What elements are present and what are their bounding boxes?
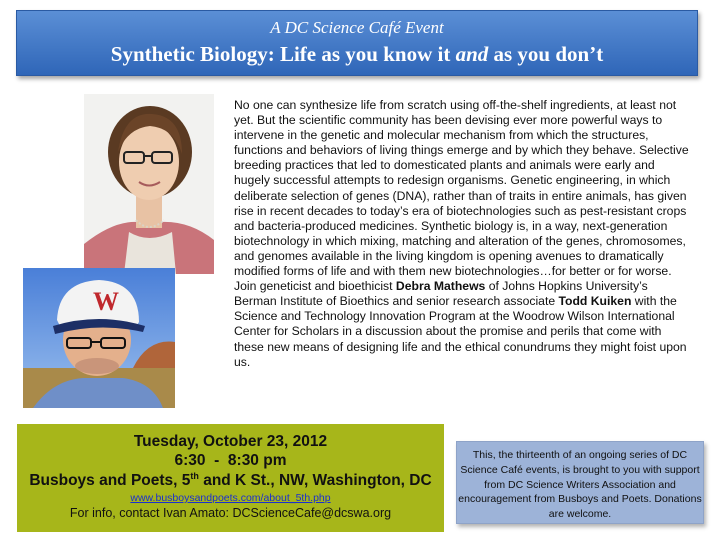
speaker-debra-mathews: Debra Mathews bbox=[395, 279, 486, 294]
venue-part1: Busboys and Poets, 5 bbox=[29, 472, 191, 489]
svg-text:W: W bbox=[93, 287, 119, 316]
description-text-2: of Johns Hopkins University’s Berman Institute of Bioethics and senior research associate bbox=[234, 279, 648, 309]
event-time: 6:30 - 8:30 pm bbox=[174, 452, 287, 469]
speaker-todd-kuiken: Todd Kuiken bbox=[558, 294, 632, 309]
description-text-3: with the Science and Technology Innovation Program at the Woodrow Wilson International Center for Scholars in a discussion about the promise and perils that come with these new means of designing life and the ethical conundrums they might foist upon us. bbox=[234, 294, 687, 369]
event-description bbox=[234, 98, 690, 370]
contact-info: For info, contact Ivan Amato: DCScienceCafe@dcswa.org bbox=[69, 506, 392, 520]
title-italic: and bbox=[455, 42, 489, 66]
event-details-box bbox=[17, 424, 444, 532]
event-date: Tuesday, October 23, 2012 bbox=[133, 433, 328, 450]
venue-link[interactable]: www.busboysandpoets.com/about_5th.php bbox=[130, 492, 331, 504]
venue-part2: and K St., NW, Washington, DC bbox=[198, 472, 432, 489]
description-text-1: No one can synthesize life from scratch using off-the-shelf ingredients, at least not yet. But the scientific community has been devising ever more powerful ways to intervene in the genetic and molecular mechanism from which the structures, functions and behaviors of living things emerge and by which they behave. Selective breeding practices that led to domesticated plants and animals were early and hugely successful attempts to redesign organisms. Genetic engineering, in which deliberate selection of genes (DNA), rather than of traits in entire animals, has given rise in recent decades to today’s era of biotechnologies such as pest-resistant crops and bacteria-produced medicines. Synthetic biology is, in a way, next-generation biotechnology in which mixing, matching and alteration of the genes, chromosomes, and genomes available in the living kingdom is opening avenues to dramatically modified forms of life and with them new biotechnologies…for better or for worse. Join geneticist and bioethicist bbox=[234, 98, 689, 294]
title-part2: as you don’t bbox=[488, 42, 604, 66]
speaker-photo-debra bbox=[84, 94, 214, 274]
speaker-photo-todd bbox=[23, 268, 175, 408]
support-note: This, the thirteenth of an ongoing series of DC Science Café events, is brought to you with support from DC Science Writers Association and encouragement from Busboys and Poets. Donations are welcome. bbox=[456, 441, 704, 524]
title-part1: Synthetic Biology: Life as you know it bbox=[110, 42, 456, 66]
venue-superscript: th bbox=[190, 470, 199, 481]
event-kicker: A DC Science Café Event bbox=[270, 18, 444, 37]
event-venue bbox=[17, 471, 444, 491]
title-banner bbox=[16, 10, 698, 76]
event-title bbox=[17, 40, 697, 68]
